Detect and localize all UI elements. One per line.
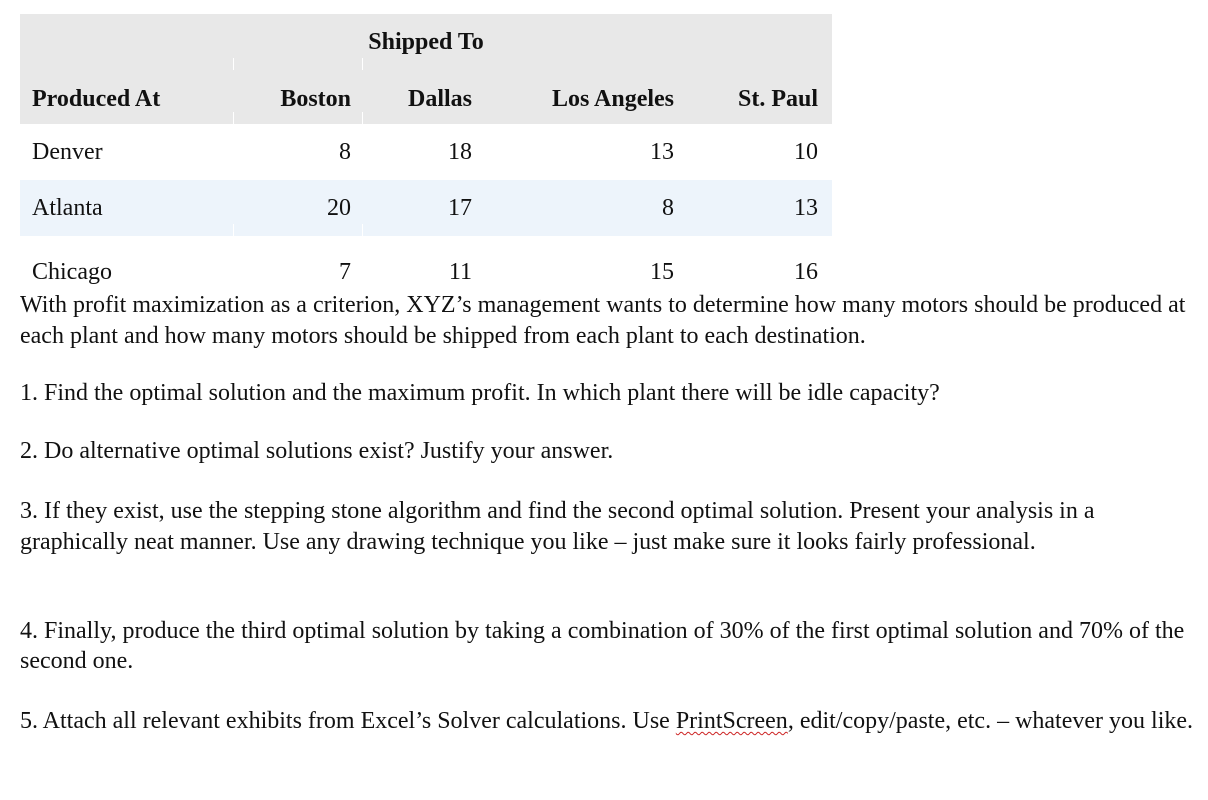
table-column-headers xyxy=(20,70,832,124)
intro-paragraph: With profit maximization as a criterion, XYZ’s management wants to determine how many motors should be produced at each plant and how many motors should be shipped from each plant to each destination. xyxy=(20,292,1186,349)
cell-los-angeles: 15 xyxy=(650,258,674,285)
cell-boston: 20 xyxy=(327,194,351,221)
header-los-angeles: Los Angeles xyxy=(551,85,674,112)
row-plant: Chicago xyxy=(32,258,112,285)
header-boston: Boston xyxy=(280,85,351,112)
question-5 xyxy=(20,706,1195,737)
row-divider xyxy=(233,224,234,236)
cell-st-paul: 16 xyxy=(794,258,818,285)
spellcheck-flagged-word[interactable]: PrintScreen xyxy=(675,708,788,734)
question-4: 4. Finally, produce the third optimal solution by taking a combination of 30% of the first optimal solution and 70% of the second one. xyxy=(20,618,1185,674)
question-3: 3. If they exist, use the stepping stone algorithm and find the second optimal solution. Present your analysis in a graphically neat manner. Use any drawing technique you like – just make sure it looks fairly professional. xyxy=(20,498,1095,555)
shipped-to-heading: Shipped To xyxy=(368,28,484,55)
question-1: 1. Find the optimal solution and the maximum profit. In which plant there will be idle capacity? xyxy=(20,380,940,406)
header-produced-at: Produced At xyxy=(32,85,161,112)
cell-dallas: 17 xyxy=(448,194,472,221)
row-plant: Atlanta xyxy=(32,194,103,221)
header-divider xyxy=(362,58,363,70)
table-header-group xyxy=(20,14,832,70)
header-st-paul: St. Paul xyxy=(737,85,818,112)
table-row xyxy=(20,180,832,236)
table-row xyxy=(20,124,832,180)
header-divider xyxy=(233,58,234,70)
row-divider xyxy=(362,224,363,236)
question-5-text-start: 5. Attach all relevant exhibits from Excel’s Solver calculations. Use xyxy=(20,708,676,734)
header-dallas: Dallas xyxy=(407,85,472,112)
cell-los-angeles: 13 xyxy=(650,138,674,165)
cell-boston: 8 xyxy=(339,138,351,165)
row-plant: Denver xyxy=(32,138,103,165)
cell-st-paul: 13 xyxy=(794,194,818,221)
header-divider xyxy=(362,112,363,124)
cell-st-paul: 10 xyxy=(794,138,818,165)
question-5-text-end: , edit/copy/paste, etc. – whatever you like. xyxy=(787,708,1194,734)
question-2: 2. Do alternative optimal solutions exist? Justify your answer. xyxy=(20,438,614,464)
cell-los-angeles: 8 xyxy=(662,194,674,221)
cell-dallas: 18 xyxy=(448,138,472,165)
header-divider xyxy=(233,112,234,124)
table-row xyxy=(20,236,832,292)
cell-dallas: 11 xyxy=(448,258,472,285)
cell-boston: 7 xyxy=(339,258,351,285)
